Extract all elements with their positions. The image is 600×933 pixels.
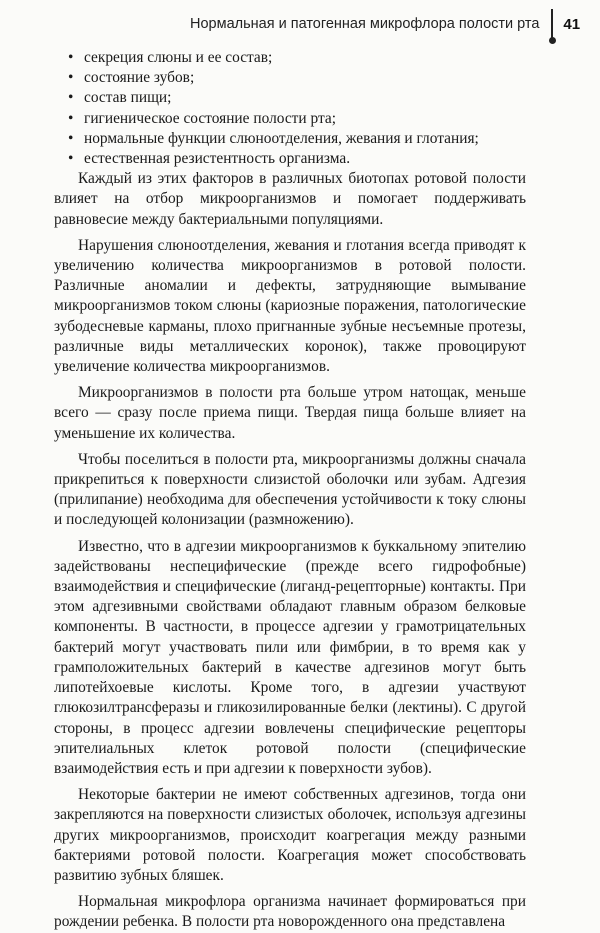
- paragraph: Известно, что в адгезии микроорганизмов к буккальному эпителию задействованы неспецифические (прежде всего гидрофобные) взаимодействия и специфические (лиганд-рецепторные) контакты. При этом адгезивными свойствами обладают главным образом белковые компоненты. В частности, в процессе адгезии у грамотрицательных бактерий могут участвовать пили или фимбрии, в то время как у грамположительных бактерий в качестве адгезинов могут быть липотейхоевые кислоты. Кроме того, в адгезии участвуют глюкозилтрансферазы и гликозилированные белки (лектины). С другой стороны, в процесс адгезии вовлечены специфические рецепторы эпителиальных клеток ротовой полости (специфические взаимодействия есть и при адгезии к поверхности зубов).: [54, 537, 526, 777]
- page-number: 41: [563, 15, 581, 33]
- chapter-title: Нормальная и патогенная микрофлора полости рта: [190, 16, 540, 32]
- factor-list: [54, 48, 526, 169]
- body-text: [54, 48, 526, 933]
- paragraph: Нормальная микрофлора организма начинает формироваться при рождении ребенка. В полости рта новорожденного она представлена: [54, 893, 526, 931]
- list-item: • нормальные функции слюноотделения, жевания и глотания;: [54, 129, 526, 149]
- list-item: • состав пищи;: [54, 88, 526, 108]
- paragraph: Микроорганизмов в полости рта больше утром натощак, меньше всего — сразу после приема пищи. Твердая пища больше влияет на уменьшение их количества.: [54, 384, 526, 442]
- paragraph: Каждый из этих факторов в различных биотопах ротовой полости влияет на отбор микроорганизмов и помогает поддерживать равновесие между бактериальными популяциями.: [54, 170, 526, 228]
- list-item: • гигиеническое состояние полости рта;: [54, 109, 526, 129]
- running-header: [190, 10, 590, 38]
- header-divider: [551, 9, 553, 39]
- paragraph: Нарушения слюноотделения, жевания и глотания всегда приводят к увеличению количества микроорганизмов в ротовой полости. Различные аномалии и дефекты, затрудняющие вымывание микроорганизмов током слюны (кариозные поражения, патологические зубодесневые карманы, плохо пригнанные зубные несъемные протезы, различные виды металлических коронок), также провоцируют увеличение количества микроорганизмов.: [54, 236, 526, 376]
- paragraph: Некоторые бактерии не имеют собственных адгезинов, тогда они закрепляются на поверхности слизистых оболочек, используя адгезины других микроорганизмов, происходит коагрегация между разными бактериями ротовой полости. Коагрегация может способствовать развитию зубных бляшек.: [54, 786, 526, 884]
- list-item: • естественная резистентность организма.: [54, 149, 526, 169]
- paragraph: Чтобы поселиться в полости рта, микроорганизмы должны сначала прикрепиться к поверхности слизистой оболочки или зубам. Адгезия (прилипание) необходима для обеспечения устойчивости к току слюны и последующей колонизации (размножению).: [54, 450, 526, 529]
- list-item: • секреция слюны и ее состав;: [54, 48, 526, 68]
- list-item: • состояние зубов;: [54, 68, 526, 88]
